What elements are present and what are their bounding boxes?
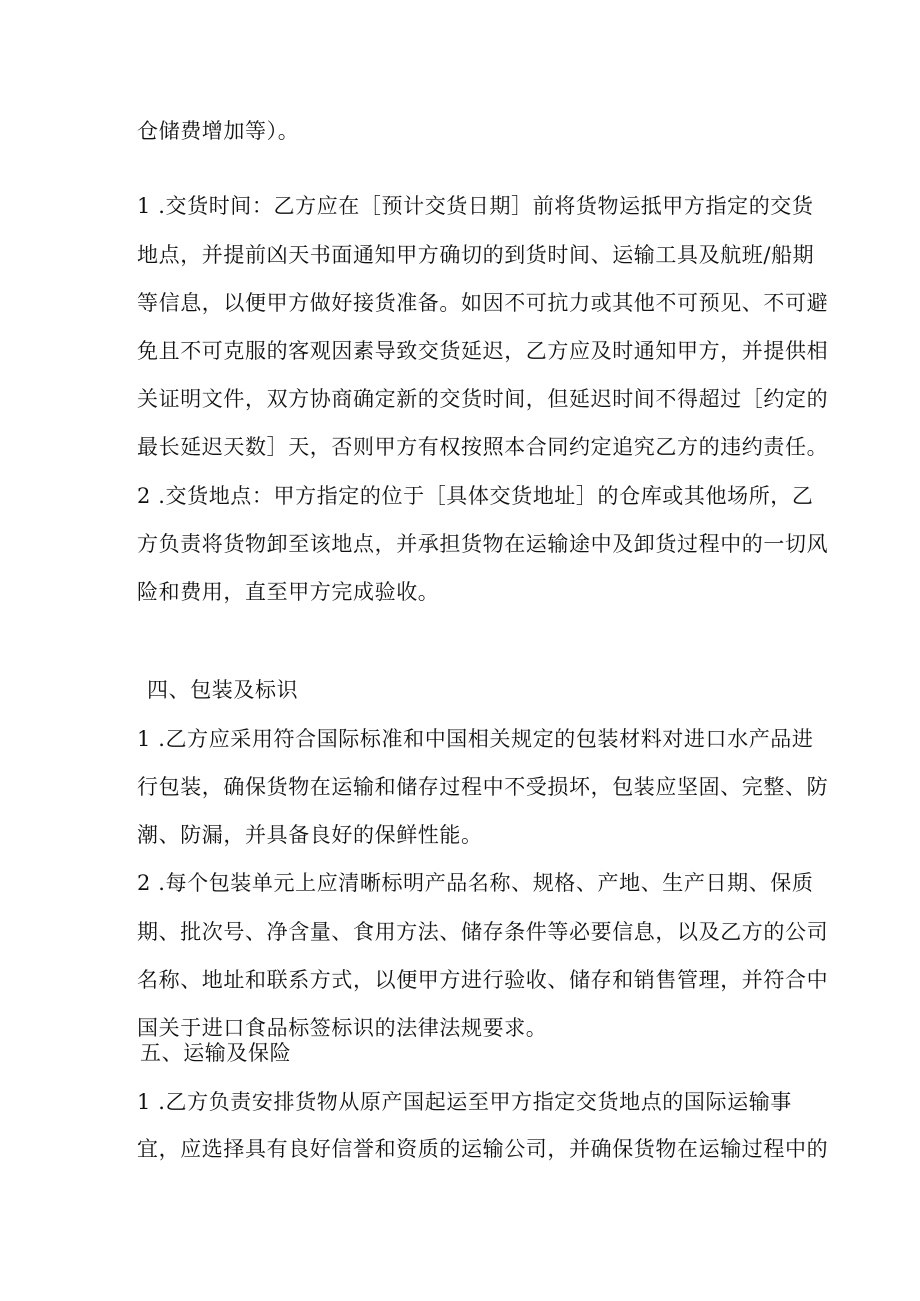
text-line: 1 .乙方负责安排货物从原产国起运至甲方指定交货地点的国际运输事: [137, 1090, 792, 1114]
text-line: 潮、防漏，并具备良好的保鲜性能。: [137, 823, 483, 847]
text-line: 1 .交货时间：乙方应在［预计交货日期］前将货物运抵甲方指定的交货: [137, 194, 814, 218]
text-line: 2 .每个包装单元上应清晰标明产品名称、规格、产地、生产日期、保质: [137, 871, 814, 895]
text-line: 免且不可克服的客观因素导致交货延迟，乙方应及时通知甲方，并提供相: [137, 339, 829, 363]
section-heading: 五、运输及保险: [140, 1041, 292, 1065]
text-line: 期、批次号、净含量、食用方法、储存条件等必要信息，以及乙方的公司: [137, 920, 829, 944]
text-line: 关证明文件，双方协商确定新的交货时间，但延迟时间不得超过［约定的: [137, 387, 829, 411]
section-heading: 四、包装及标识: [147, 678, 299, 702]
text-line: 名称、地址和联系方式，以便甲方进行验收、储存和销售管理，并符合中: [137, 968, 829, 992]
text-line: 仓储费增加等）。: [137, 119, 300, 143]
text-line: 最长延迟天数］天，否则甲方有权按照本合同约定追究乙方的违约责任。: [137, 435, 829, 459]
text-line: 国关于进口食品标签标识的法律法规要求。: [137, 1016, 548, 1040]
text-line: 宜，应选择具有良好信誉和资质的运输公司，并确保货物在运输过程中的: [137, 1137, 829, 1161]
text-line: 地点，并提前凶天书面通知甲方确切的到货时间、运输工具及航班/船期: [137, 243, 815, 267]
text-line: 险和费用，直至甲方完成验收。: [137, 580, 440, 604]
text-line: 2 .交货地点：甲方指定的位于［具体交货地址］的仓库或其他场所，乙: [137, 484, 814, 508]
text-line: 方负责将货物卸至该地点，并承担货物在运输途中及卸货过程中的一切风: [137, 532, 829, 556]
text-line: 1 .乙方应采用符合国际标准和中国相关规定的包装材料对进口水产品进: [137, 727, 814, 751]
text-line: 等信息，以便甲方做好接货准备。如因不可抗力或其他不可预见、不可避: [137, 291, 829, 315]
text-line: 行包装，确保货物在运输和储存过程中不受损坏，包装应坚固、完整、防: [137, 775, 829, 799]
